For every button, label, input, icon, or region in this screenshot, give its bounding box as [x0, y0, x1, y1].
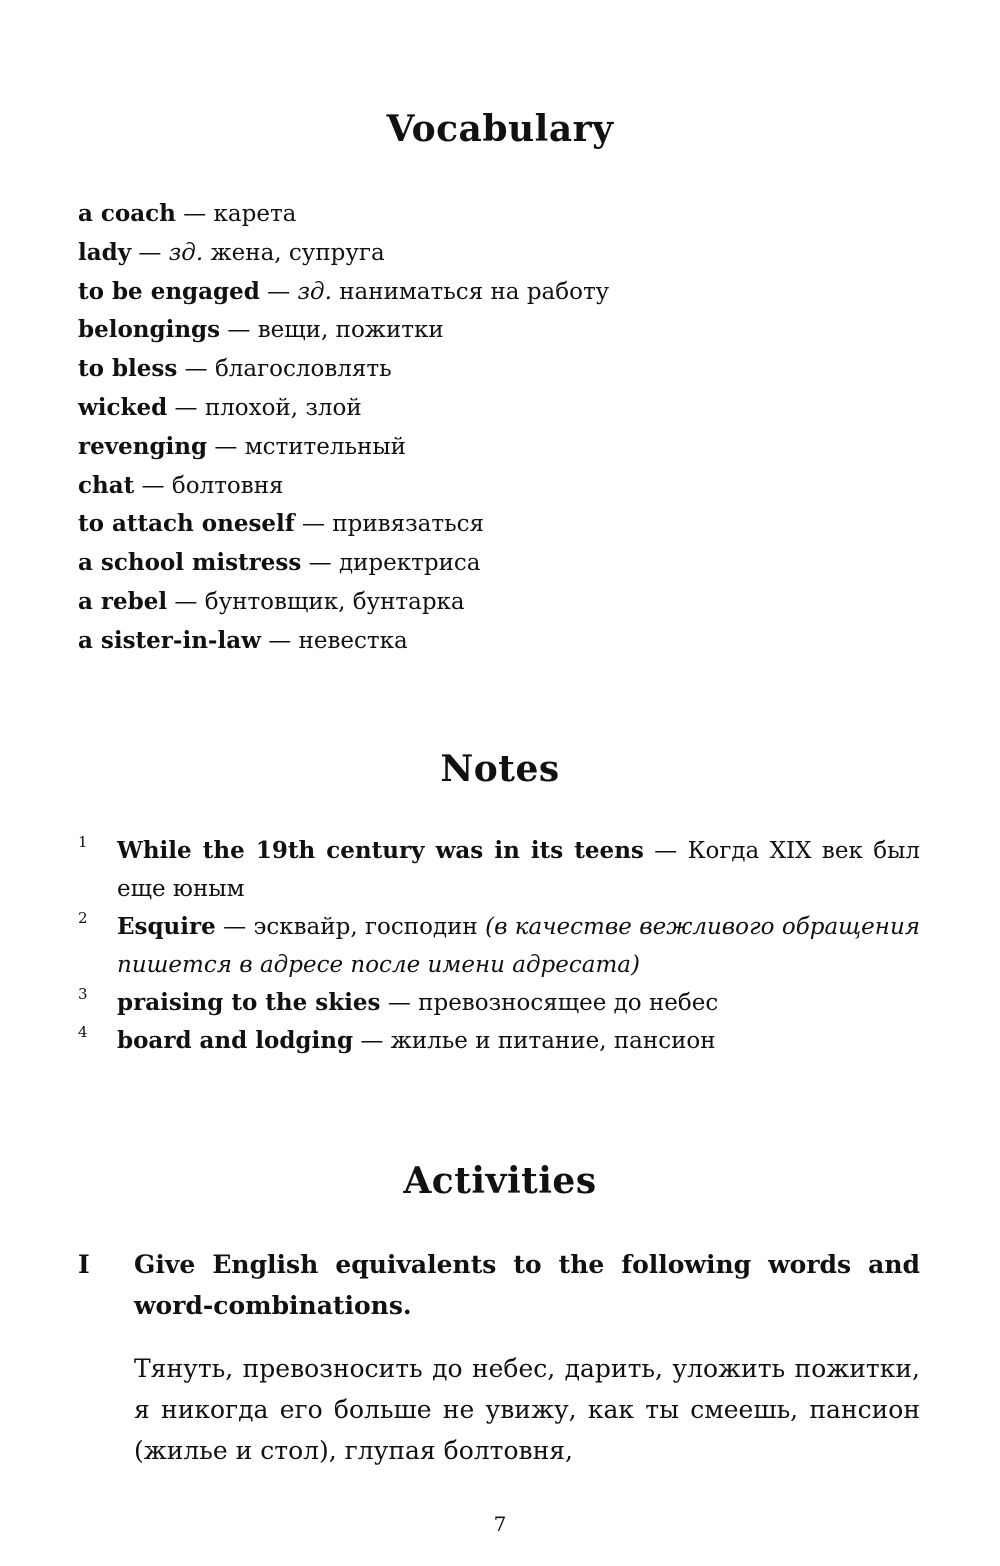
vocabulary-item: lady — зд. жена, супруга	[78, 238, 385, 266]
vocabulary-item: to attach oneself — привязаться	[78, 510, 485, 538]
vocabulary-item: revenging — мстительный	[78, 432, 406, 460]
note-item: 4 board and lodging — жилье и питание, пансион	[78, 1022, 920, 1060]
vocabulary-item: belongings — вещи, пожитки	[78, 316, 444, 344]
notes-list	[78, 832, 920, 1060]
vocabulary-title: Vocabulary	[386, 108, 614, 150]
vocabulary-item: wicked — плохой, злой	[78, 393, 362, 421]
note-number: 1	[78, 833, 88, 851]
task-number: I	[78, 1250, 90, 1279]
notes-title: Notes	[440, 748, 560, 790]
page-number: 7	[493, 1512, 507, 1536]
vocabulary-item: chat — болтовня	[78, 471, 284, 499]
note-item: 3 praising to the skies — превозносящее до небес	[78, 984, 920, 1022]
vocabulary-item: a coach — карета	[78, 200, 297, 227]
note-number: 3	[78, 985, 88, 1003]
vocabulary-item: to bless — благословлять	[78, 355, 392, 383]
activities-title: Activities	[403, 1160, 597, 1202]
activity-task	[78, 1244, 920, 1471]
vocabulary-item: a sister-in-law — невестка	[78, 626, 408, 654]
task-body: Тянуть, превозносить до небес, дарить, уложить пожитки, я никогда его больше не увижу, как ты смеешь, пансион (жилье и стол), глупая болтовня,	[134, 1354, 920, 1465]
note-item: 2 Esquire — эсквайр, господин (в качестве вежливого обращения пишется в адресе после имени адресата)	[78, 908, 920, 984]
task-heading: Give English equivalents to the following words and word-combinations.	[134, 1250, 920, 1320]
vocabulary-item: a rebel — бунтовщик, бунтарка	[78, 587, 465, 615]
vocabulary-item: to be engaged — зд. наниматься на работу	[78, 277, 610, 305]
vocabulary-list	[78, 195, 938, 661]
vocabulary-item: a school mistress — директриса	[78, 549, 481, 577]
note-number: 2	[78, 909, 88, 927]
note-item: 1 While the 19th century was in its teens — Когда XIX век был еще юным	[78, 832, 920, 908]
note-number: 4	[78, 1023, 88, 1041]
